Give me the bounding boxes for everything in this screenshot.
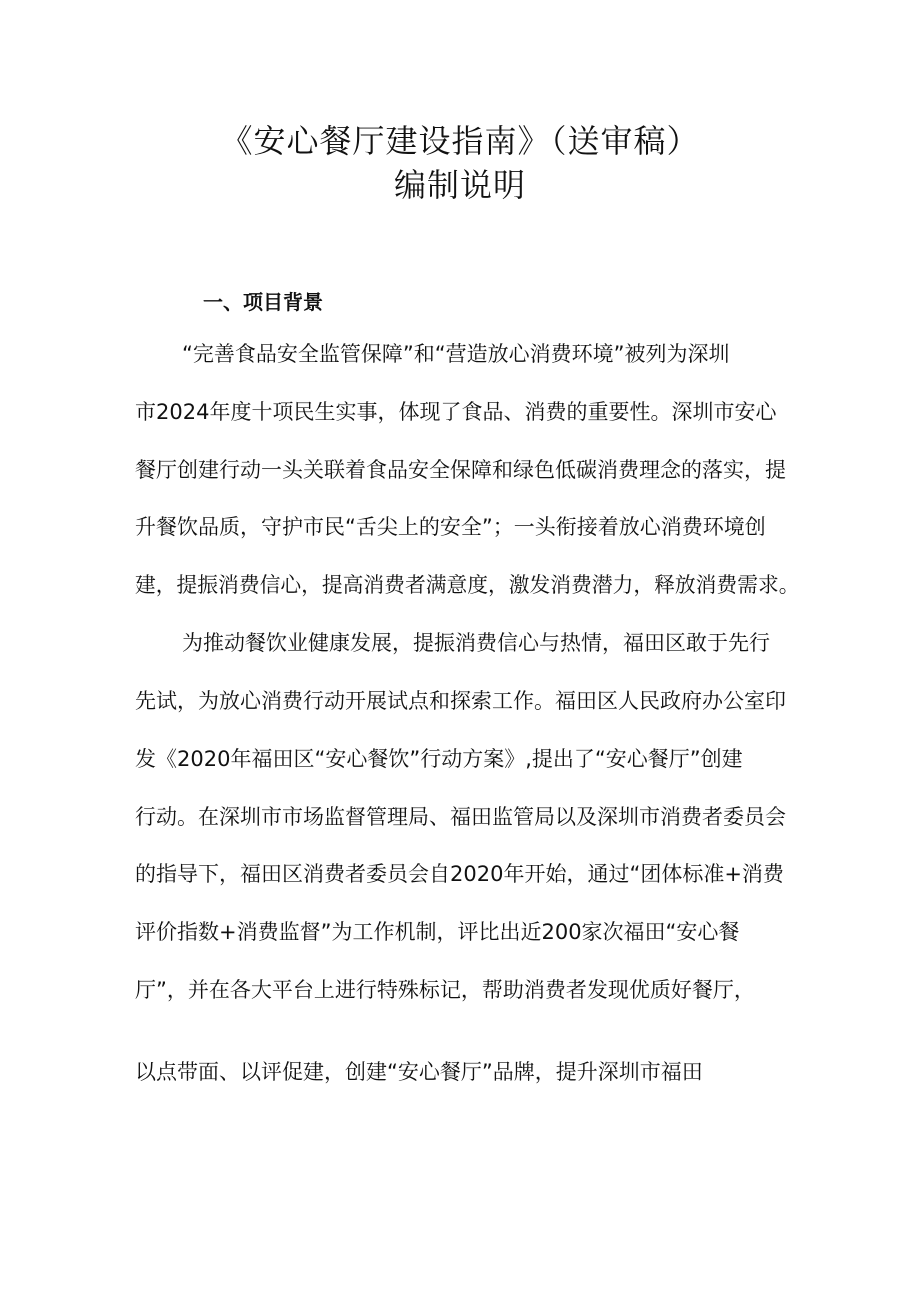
paragraph-line: 厅”，并在各大平台上进行特殊标记，帮助消费者发现优质好餐厅， — [135, 978, 755, 1002]
paragraph-line: 餐厅创建行动一头关联着食品安全保障和绿色低碳消费理念的落实，提 — [135, 458, 786, 482]
paragraph-line: 行动。在深圳市市场监督管理局、福田监管局以及深圳市消费者委员会 — [135, 805, 786, 829]
paragraph-line: 建，提振消费信心，提高消费者满意度，激发消费潜力，释放消费需求。 — [135, 573, 800, 597]
paragraph-line: 发《2020年福田区“安心餐饮”行动方案》,提出了“安心餐厅”创建 — [135, 747, 743, 771]
paragraph-line: 以点带面、以评促建，创建“安心餐厅”品牌，提升深圳市福田 — [135, 1060, 703, 1084]
document-title: 《安心餐厅建设指南》（送审稿） — [220, 122, 700, 160]
paragraph-line: 评价指数+消费监督”为工作机制，评比出近200家次福田“安心餐 — [135, 920, 740, 944]
paragraph-line: “完善食品安全监管保障”和“营造放心消费环境”被列为深圳 — [182, 342, 730, 366]
paragraph-line: 的指导下，福田区消费者委员会自2020年开始，通过“团体标准+消费 — [135, 862, 784, 886]
paragraph-line: 升餐饮品质，守护市民“舌尖上的安全”；一头衔接着放心消费环境创 — [135, 515, 766, 539]
document-subtitle: 编制说明 — [393, 166, 526, 204]
paragraph-line: 为推动餐饮业健康发展，提振消费信心与热情，福田区敢于先行 — [182, 631, 770, 655]
section-heading: 一、项目背景 — [203, 290, 323, 314]
paragraph-line: 先试，为放心消费行动开展试点和探索工作。福田区人民政府办公室印 — [135, 689, 786, 713]
paragraph-line: 市2024年度十项民生实事，体现了食品、消费的重要性。深圳市安心 — [135, 400, 777, 424]
